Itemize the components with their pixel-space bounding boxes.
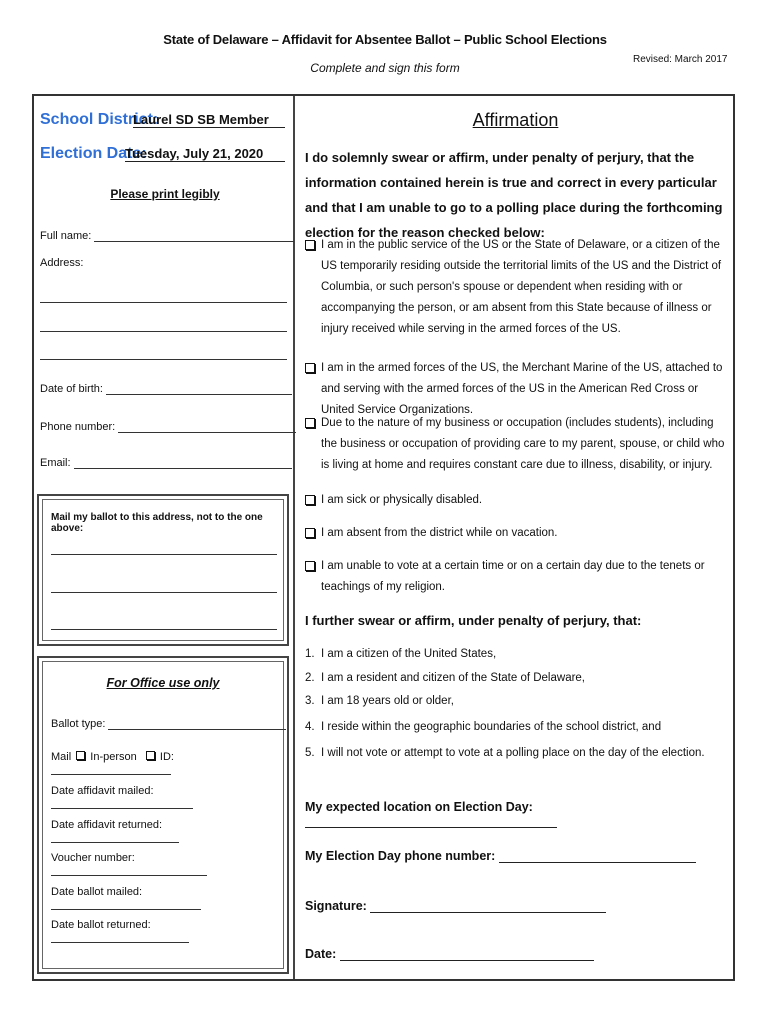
- affirm-number: 4.: [305, 721, 315, 733]
- reason-option: [305, 413, 730, 476]
- reason-text: I am unable to vote at a certain time or on a certain day due to the tenets or teachings of my religion.: [321, 560, 705, 593]
- reason-checkbox-religion[interactable]: [305, 561, 315, 571]
- full-name-row: [40, 230, 294, 242]
- reason-text: I am absent from the district while on vacation.: [321, 527, 558, 539]
- location-label: My expected location on Election Day:: [305, 800, 533, 814]
- address-label: Address:: [40, 257, 84, 269]
- election-phone-label: My Election Day phone number:: [305, 849, 496, 863]
- mail-address-line-3[interactable]: [51, 628, 277, 630]
- email-field[interactable]: [74, 458, 292, 469]
- affirm-number: 5.: [305, 747, 315, 759]
- phone-row: [40, 421, 296, 433]
- ballot-type-row: [51, 718, 286, 730]
- office-use-box: [37, 656, 289, 974]
- dob-label: Date of birth:: [40, 383, 103, 395]
- email-row: [40, 457, 292, 469]
- reason-checkbox-vacation[interactable]: [305, 528, 315, 538]
- affirmation-title: Affirmation: [472, 110, 559, 130]
- reason-checkbox-public-service[interactable]: [305, 240, 315, 250]
- date-affidavit-returned-label: Date affidavit returned:: [51, 819, 163, 831]
- ballot-mailed-row: [51, 886, 287, 910]
- office-use-heading: For Office use only: [106, 676, 220, 690]
- print-legibly-note: Please print legibly: [110, 187, 220, 201]
- voucher-row: [51, 852, 287, 876]
- election-date-field[interactable]: Tuesday, July 21, 2020: [125, 146, 285, 162]
- date-row: [305, 947, 594, 961]
- affirm-item: [305, 721, 730, 733]
- affirm-item: [305, 672, 730, 684]
- reason-option: [305, 235, 730, 340]
- email-label: Email:: [40, 457, 71, 469]
- affirmation-heading: [296, 110, 735, 131]
- date-affidavit-mailed-label: Date affidavit mailed:: [51, 785, 154, 797]
- affirm-text: I reside within the geographic boundaries of the school district, and: [321, 721, 662, 733]
- reason-text: Due to the nature of my business or occupation (includes students), including the business or occupation of providing care to my parent, spouse, or child who is living at home and requires constant care due to illness, disability, or injury.: [321, 417, 725, 471]
- mail-label: Mail: [51, 751, 72, 763]
- reason-option: [305, 523, 730, 544]
- id-label: ID:: [159, 751, 174, 763]
- election-phone-field[interactable]: [499, 850, 696, 863]
- reason-option: [305, 490, 730, 511]
- date-ballot-returned-field[interactable]: [51, 932, 189, 943]
- column-divider: [293, 96, 295, 979]
- affirm-text: I am a resident and citizen of the State of Delaware,: [321, 672, 586, 684]
- voucher-number-label: Voucher number:: [51, 852, 135, 864]
- mail-address-line-2[interactable]: [51, 591, 277, 593]
- location-row: [305, 800, 770, 828]
- in-person-label: In-person: [90, 751, 137, 763]
- ballot-returned-row: [51, 919, 287, 943]
- date-returned-row: [51, 819, 287, 843]
- affirmation-intro: I do solemnly swear or affirm, under penalty of perjury, that the information contained herein is true and correct in every particular and that I am unable to go to a polling place during the forthcoming election for the reason checked below:: [305, 150, 723, 240]
- affirm-item: [305, 747, 730, 759]
- signature-row: [305, 899, 606, 913]
- reason-option: [305, 556, 730, 598]
- election-date-label: Election Date:: [40, 145, 147, 162]
- further-affirm-heading: I further swear or affirm, under penalty of perjury, that:: [305, 613, 642, 628]
- alternate-mailing-box: [37, 494, 289, 646]
- date-affidavit-returned-field[interactable]: [51, 832, 179, 843]
- address-line-1[interactable]: [40, 301, 287, 303]
- date-label: Date:: [305, 947, 337, 961]
- id-field[interactable]: [51, 764, 171, 775]
- reason-text: I am sick or physically disabled.: [321, 494, 483, 506]
- affirm-number: 1.: [305, 648, 315, 660]
- reason-text: I am in the public service of the US or the State of Delaware, or a citizen of the US temporarily residing outside the territorial limits of the US and the District of Columbia, or such person's spouse or dependent when residing with or accompanying the person, or am absent from this State because of illness or injury received while serving in the armed forces of the US.: [321, 239, 722, 335]
- ballot-type-label: Ballot type:: [51, 718, 106, 730]
- full-name-field[interactable]: [94, 231, 294, 242]
- affirm-item: [305, 648, 730, 660]
- full-name-label: Full name:: [40, 230, 92, 242]
- dob-field[interactable]: [106, 384, 292, 395]
- date-affidavit-mailed-field[interactable]: [51, 798, 193, 809]
- election-phone-row: [305, 849, 696, 863]
- date-ballot-mailed-label: Date ballot mailed:: [51, 886, 143, 898]
- affirm-number: 3.: [305, 695, 315, 707]
- affirm-text: I am 18 years old or older,: [321, 695, 454, 707]
- reason-option: [305, 358, 730, 421]
- date-field[interactable]: [340, 948, 594, 961]
- affirm-item: [305, 695, 730, 707]
- affirm-text: I will not vote or attempt to vote at a polling place on the day of the election.: [321, 747, 705, 759]
- address-line-3[interactable]: [40, 358, 287, 360]
- mail-checkbox[interactable]: [76, 751, 85, 760]
- reason-checkbox-business[interactable]: [305, 418, 315, 428]
- mailbox-heading: Mail my ballot to this address, not to the one above:: [51, 512, 263, 534]
- school-district-label: School District:: [40, 111, 159, 128]
- voucher-number-field[interactable]: [51, 865, 207, 876]
- in-person-checkbox[interactable]: [146, 751, 155, 760]
- revised-date: Revised: March 2017: [633, 54, 728, 65]
- reason-checkbox-armed-forces[interactable]: [305, 363, 315, 373]
- location-field[interactable]: [305, 815, 557, 828]
- date-ballot-mailed-field[interactable]: [51, 899, 201, 910]
- mail-address-line-1[interactable]: [51, 553, 277, 555]
- delivery-method-row: [51, 751, 287, 775]
- affirm-number: 2.: [305, 672, 315, 684]
- phone-label: Phone number:: [40, 421, 116, 433]
- phone-field[interactable]: [118, 422, 296, 433]
- reason-text: I am in the armed forces of the US, the Merchant Marine of the US, attached to and serving with the armed forces of the US in the American Red Cross or United Service Organizations.: [321, 362, 723, 416]
- signature-field[interactable]: [370, 900, 606, 913]
- school-district-field[interactable]: Laurel SD SB Member: [133, 112, 285, 128]
- reason-checkbox-sick[interactable]: [305, 495, 315, 505]
- dob-row: [40, 383, 292, 395]
- form-subtitle: Complete and sign this form: [310, 61, 460, 75]
- form-title: State of Delaware – Affidavit for Absentee Ballot – Public School Elections: [163, 32, 607, 47]
- date-mailed-row: [51, 785, 287, 809]
- signature-label: Signature:: [305, 899, 367, 913]
- address-line-2[interactable]: [40, 330, 287, 332]
- date-ballot-returned-label: Date ballot returned:: [51, 919, 151, 931]
- affirm-text: I am a citizen of the United States,: [321, 648, 497, 660]
- ballot-type-field[interactable]: [108, 719, 286, 730]
